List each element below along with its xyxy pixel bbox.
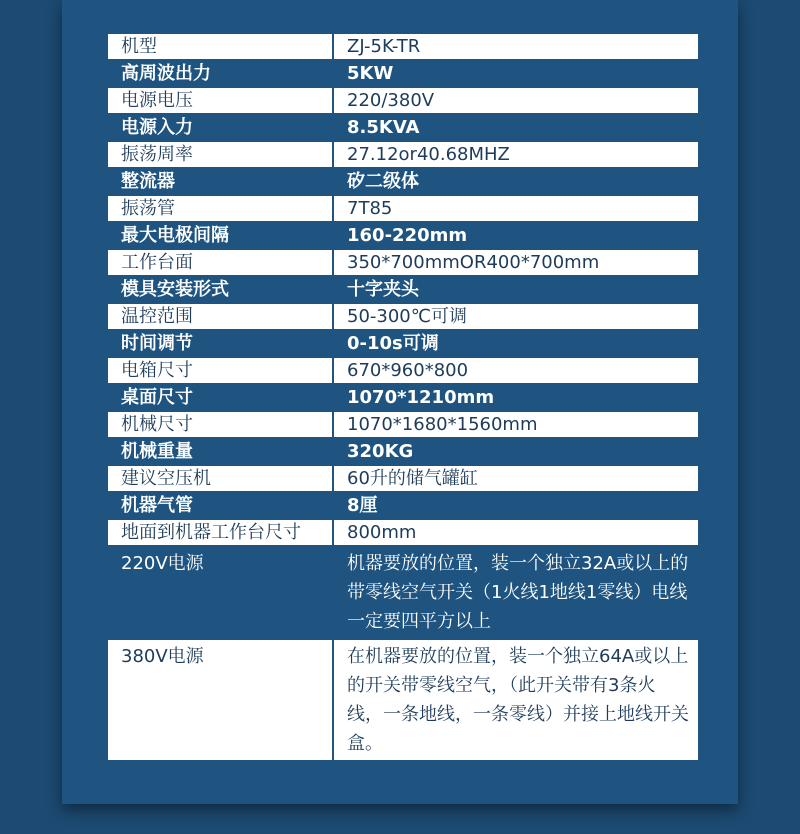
spec-label: 振荡管 [107, 195, 333, 222]
spec-value: 50-300℃可调 [333, 303, 699, 330]
spec-label: 建议空压机 [107, 465, 333, 492]
table-row [107, 168, 699, 195]
table-row [107, 492, 699, 519]
table-row [107, 330, 699, 357]
spec-value: 320KG [333, 438, 699, 465]
spec-label: 温控范围 [107, 303, 333, 330]
table-row [107, 87, 699, 114]
table-row [107, 438, 699, 465]
spec-value: 机器要放的位置，装一个独立32A或以上的带零线空气开关（1火线1地线1零线）电线一定要四平方以上 [333, 546, 699, 639]
spec-table [106, 32, 700, 762]
spec-label: 桌面尺寸 [107, 384, 333, 411]
spec-value: 160-220mm [333, 222, 699, 249]
table-row [107, 141, 699, 168]
spec-value: 800mm [333, 519, 699, 546]
spec-label: 时间调节 [107, 330, 333, 357]
spec-value: 8厘 [333, 492, 699, 519]
spec-label: 220V电源 [107, 546, 333, 639]
table-row [107, 222, 699, 249]
spec-value: 7T85 [333, 195, 699, 222]
spec-value: 220/380V [333, 87, 699, 114]
spec-value: 27.12or40.68MHZ [333, 141, 699, 168]
spec-value: 1070*1680*1560mm [333, 411, 699, 438]
spec-value: 350*700mmOR400*700mm [333, 249, 699, 276]
spec-label: 振荡周率 [107, 141, 333, 168]
spec-label: 整流器 [107, 168, 333, 195]
spec-value: 0-10s可调 [333, 330, 699, 357]
table-row [107, 639, 699, 761]
spec-label: 机械重量 [107, 438, 333, 465]
spec-value: 十字夹头 [333, 276, 699, 303]
spec-label: 最大电极间隔 [107, 222, 333, 249]
spec-label: 电源入力 [107, 114, 333, 141]
spec-label: 高周波出力 [107, 60, 333, 87]
spec-label: 地面到机器工作台尺寸 [107, 519, 333, 546]
table-row [107, 303, 699, 330]
table-row [107, 546, 699, 639]
spec-value: 5KW [333, 60, 699, 87]
table-row [107, 195, 699, 222]
table-row [107, 276, 699, 303]
table-row [107, 60, 699, 87]
spec-label: 机械尺寸 [107, 411, 333, 438]
spec-value: 670*960*800 [333, 357, 699, 384]
table-row [107, 519, 699, 546]
table-row [107, 33, 699, 60]
table-row [107, 357, 699, 384]
spec-label: 模具安装形式 [107, 276, 333, 303]
spec-value: 60升的储气罐缸 [333, 465, 699, 492]
spec-label: 380V电源 [107, 639, 333, 761]
spec-value: 8.5KVA [333, 114, 699, 141]
table-row [107, 411, 699, 438]
table-row [107, 114, 699, 141]
spec-label: 工作台面 [107, 249, 333, 276]
spec-label: 机型 [107, 33, 333, 60]
spec-label: 电源电压 [107, 87, 333, 114]
spec-value: 1070*1210mm [333, 384, 699, 411]
spec-value: ZJ-5K-TR [333, 33, 699, 60]
spec-value: 在机器要放的位置，装一个独立64A或以上的开关带零线空气，（此开关带有3条火线，一条地线，一条零线）并接上地线开关盒。 [333, 639, 699, 761]
spec-label: 电箱尺寸 [107, 357, 333, 384]
table-row [107, 465, 699, 492]
table-row [107, 384, 699, 411]
spec-label: 机器气管 [107, 492, 333, 519]
table-row [107, 249, 699, 276]
spec-value: 矽二级体 [333, 168, 699, 195]
